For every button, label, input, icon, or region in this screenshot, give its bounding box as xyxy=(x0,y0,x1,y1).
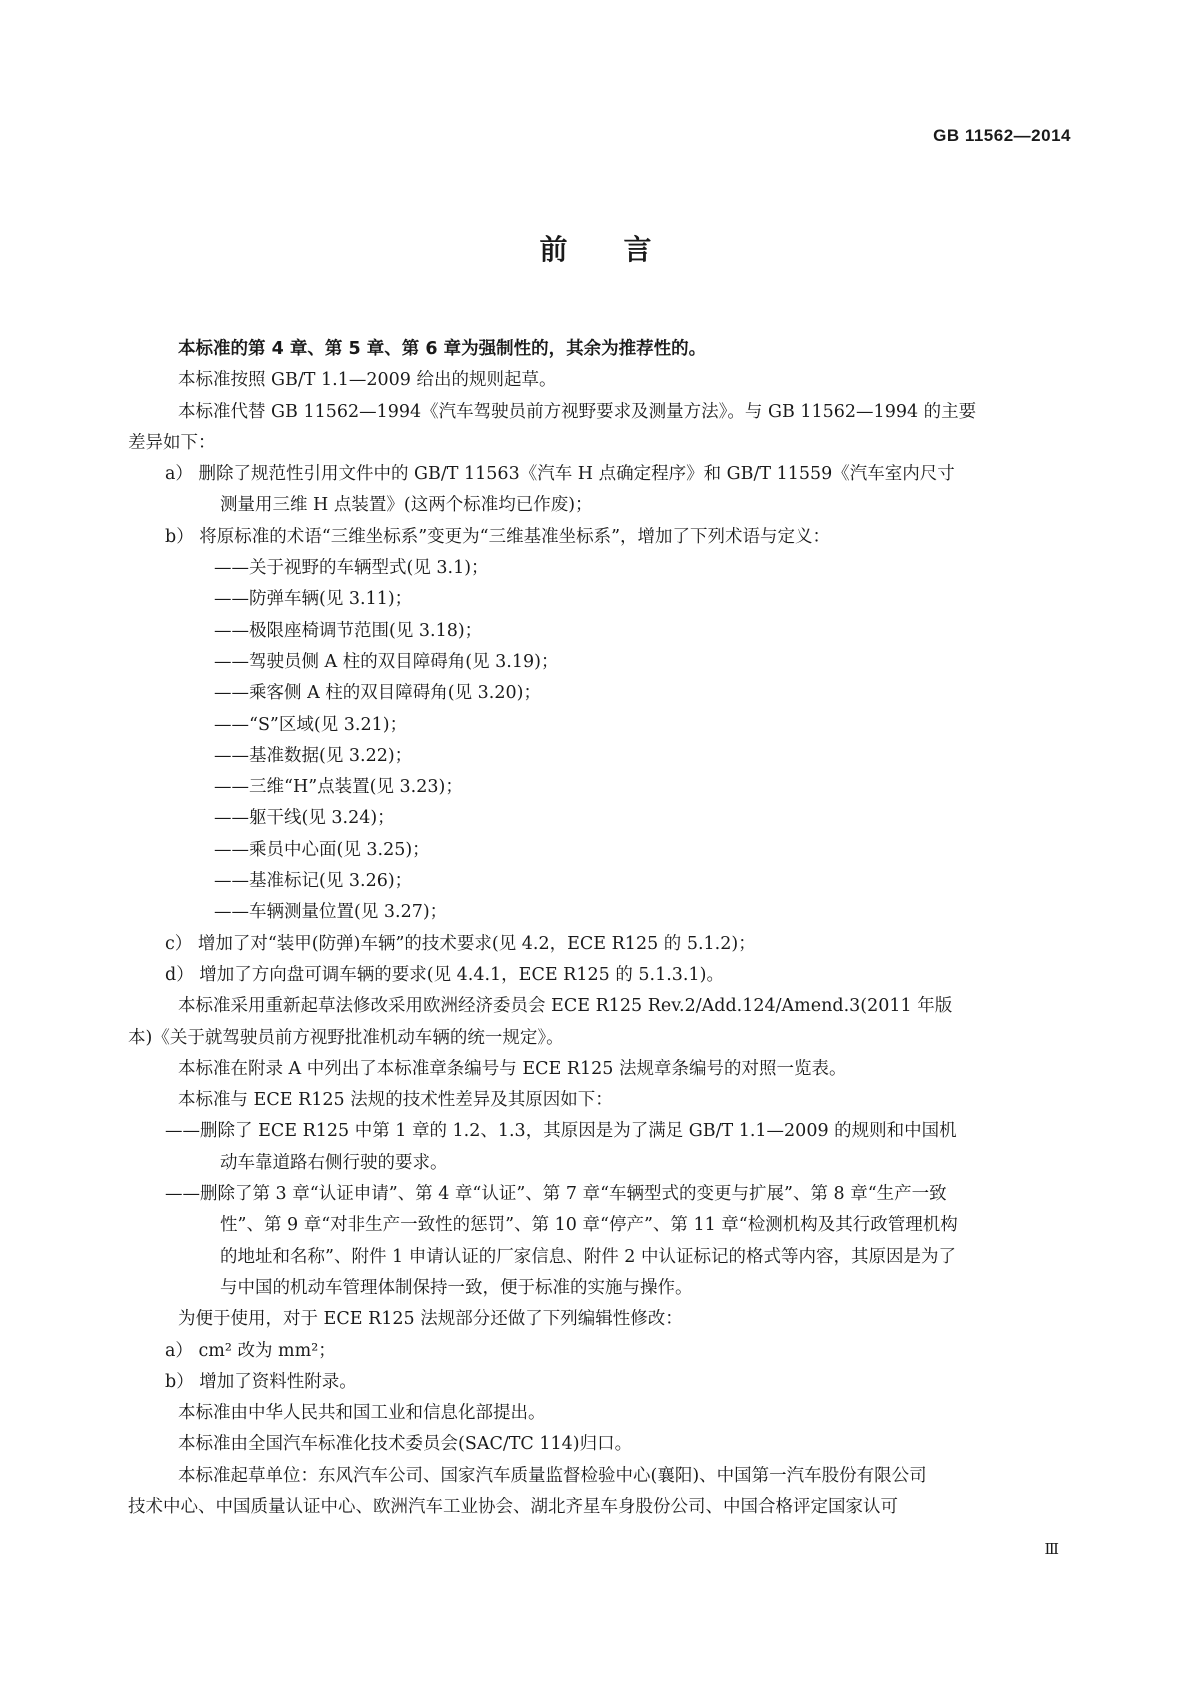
paragraph-line: 本标准采用重新起草法修改采用欧洲经济委员会 ECE R125 Rev.2/Add.124/Amend.3(2011 年版 xyxy=(178,996,953,1017)
paragraph-line: 本)《关于就驾驶员前方视野批准机动车辆的统一规定》。 xyxy=(128,1027,564,1048)
paragraph-line: 本标准在附录 A 中列出了本标准章条编号与 ECE R125 法规章条编号的对照一览表。 xyxy=(178,1058,847,1079)
dash-item: ——乘员中心面(见 3.25)； xyxy=(214,839,430,860)
paragraph-line: 为便于使用，对于 ECE R125 法规部分还做了下列编辑性修改： xyxy=(178,1309,683,1330)
dash-item: ——乘客侧 A 柱的双目障碍角(见 3.20)； xyxy=(214,683,541,704)
paragraph-line: 本标准与 ECE R125 法规的技术性差异及其原因如下： xyxy=(178,1090,613,1111)
paragraph-line: 本标准由全国汽车标准化技术委员会(SAC/TC 114)归口。 xyxy=(178,1434,633,1455)
paragraph-line: 技术中心、中国质量认证中心、欧洲汽车工业协会、湖北齐星车身股份公司、中国合格评定国家认可 xyxy=(128,1496,898,1517)
paragraph-line: 本标准按照 GB/T 1.1—2009 给出的规则起草。 xyxy=(178,370,557,391)
paragraph-line: 本标准的第 4 章、第 5 章、第 6 章为强制性的，其余为推荐性的。 xyxy=(178,339,707,359)
dash-item: ——基准数据(见 3.22)； xyxy=(214,745,413,766)
paragraph-line: 本标准由中华人民共和国工业和信息化部提出。 xyxy=(178,1403,546,1424)
list-item: d） 增加了方向盘可调车辆的要求(见 4.4.1，ECE R125 的 5.1.3.1)。 xyxy=(165,964,724,985)
dash-item: ——躯干线(见 3.24)； xyxy=(214,808,395,829)
dash-item-continuation: 的地址和名称”、附件 1 申请认证的厂家信息、附件 2 中认证标记的格式等内容，其原因是为了 xyxy=(220,1246,956,1267)
foreword-body xyxy=(128,334,1062,1523)
dash-item: ——“S”区域(见 3.21)； xyxy=(214,714,408,735)
list-item: b） 将原标准的术语“三维坐标系”变更为“三维基准坐标系”，增加了下列术语与定义： xyxy=(165,526,831,547)
dash-item-continuation: 动车靠道路右侧行驶的要求。 xyxy=(220,1152,448,1173)
dash-item: ——三维“H”点装置(见 3.23)； xyxy=(214,777,463,798)
paragraph-line: 差异如下： xyxy=(128,432,216,453)
paragraph-line: 本标准起草单位：东风汽车公司、国家汽车质量监督检验中心(襄阳)、中国第一汽车股份有限公司 xyxy=(178,1465,927,1486)
dash-item: ——车辆测量位置(见 3.27)； xyxy=(214,902,448,923)
list-item-continuation: 测量用三维 H 点装置》(这两个标准均已作废)； xyxy=(220,495,593,516)
paragraph-line: 本标准代替 GB 11562—1994《汽车驾驶员前方视野要求及测量方法》。与 GB 11562—1994 的主要 xyxy=(178,401,977,422)
dash-item: ——驾驶员侧 A 柱的双目障碍角(见 3.19)； xyxy=(214,651,559,672)
list-item: b） 增加了资料性附录。 xyxy=(165,1371,357,1392)
list-item: a） 删除了规范性引用文件中的 GB/T 11563《汽车 H 点确定程序》和 GB/T 11559《汽车室内尺寸 xyxy=(165,464,955,485)
dash-item: ——极限座椅调节范围(见 3.18)； xyxy=(214,620,483,641)
dash-item: ——删除了第 3 章“认证申请”、第 4 章“认证”、第 7 章“车辆型式的变更与扩展”、第 8 章“生产一致 xyxy=(165,1184,947,1205)
list-item: c） 增加了对“装甲(防弹)车辆”的技术要求(见 4.2，ECE R125 的 5.1.2)； xyxy=(165,933,756,954)
dash-item: ——防弹车辆(见 3.11)； xyxy=(214,589,413,610)
page-number: Ⅲ xyxy=(1044,1540,1059,1558)
dash-item-continuation: 性”、第 9 章“对非生产一致性的惩罚”、第 10 章“停产”、第 11 章“检测机构及其行政管理机构 xyxy=(220,1215,958,1236)
dash-item: ——关于视野的车辆型式(见 3.1)； xyxy=(214,558,489,579)
dash-item-continuation: 与中国的机动车管理体制保持一致，便于标准的实施与操作。 xyxy=(220,1277,693,1298)
list-item: a） cm² 改为 mm²； xyxy=(165,1340,336,1361)
page-title: 前言 xyxy=(539,233,708,266)
standard-code: GB 11562—2014 xyxy=(933,126,1071,145)
dash-item: ——删除了 ECE R125 中第 1 章的 1.2、1.3，其原因是为了满足 GB/T 1.1—2009 的规则和中国机 xyxy=(165,1121,957,1142)
dash-item: ——基准标记(见 3.26)； xyxy=(214,871,413,892)
